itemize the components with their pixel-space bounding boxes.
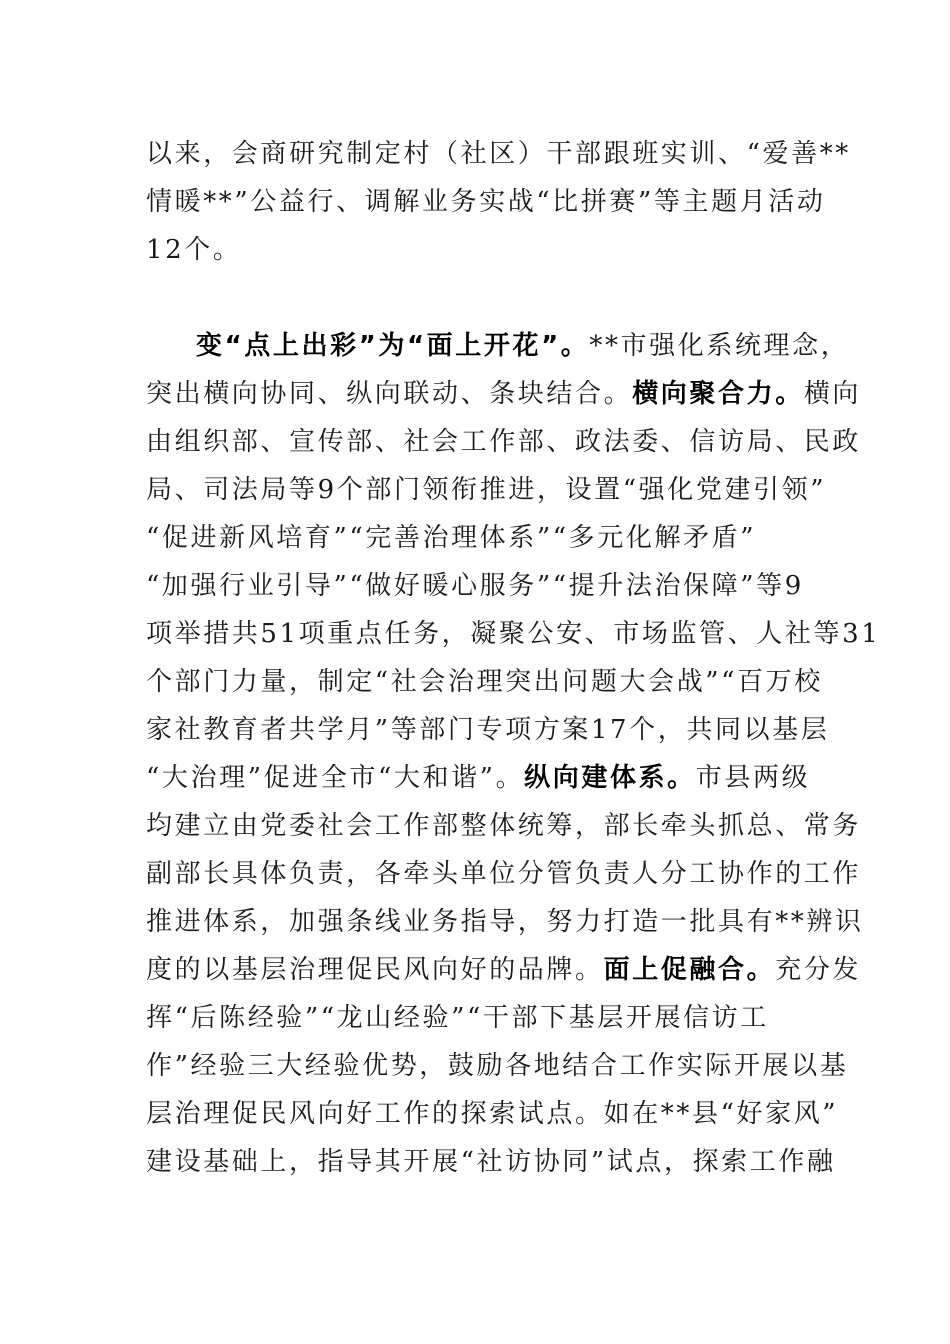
paragraph-1-line-1: 以来，会商研究制定村（社区）干部跟班实训、“爱善** <box>146 139 851 169</box>
paragraph-1-line-3: 12个。 <box>146 235 242 265</box>
paragraph-2-line-11: 均建立由党委社会工作部整体统筹，部长牵头抓总、常务 <box>146 811 862 841</box>
paragraph-2-line-12: 副部长具体负责，各牵头单位分管负责人分工协作的工作 <box>146 859 862 889</box>
subheading-horizontal: 横向聚合力。 <box>632 379 804 409</box>
paragraph-2-line-13: 推进体系，加强条线业务指导，努力打造一批具有**辨识 <box>146 907 864 937</box>
paragraph-2-line-2-rest: 横向 <box>803 379 862 409</box>
paragraph-2-line-1-text: **市强化系统理念， <box>589 331 850 361</box>
paragraph-2-line-10-text: “大治理”促进全市“大和谐”。 <box>146 763 525 793</box>
paragraph-2-line-15: 挥“后陈经验”“龙山经验”“干部下基层开展信访工 <box>146 1003 769 1033</box>
paragraph-1-line-2: 情暖**”公益行、调解业务实战“比拼赛”等主题月活动 <box>146 187 826 217</box>
paragraph-2-line-7: 项举措共51项重点任务，凝聚公安、市场监管、人社等31 <box>146 619 881 649</box>
paragraph-2-line-2-text: 突出横向协同、纵向联动、条块结合。 <box>146 379 633 409</box>
paragraph-2-line-18: 建设基础上，指导其开展“社访协同”试点，探索工作融 <box>146 1147 836 1177</box>
paragraph-2-line-14 <box>146 944 862 996</box>
paragraph-2-line-6: “加强行业引导”“做好暖心服务”“提升法治保障”等9 <box>146 571 804 601</box>
paragraph-2-line-2 <box>146 368 862 420</box>
paragraph-2-line-3: 由组织部、宣传部、社会工作部、政法委、信访局、民政 <box>146 427 862 457</box>
paragraph-2-line-8: 个部门力量，制定“社会治理突出问题大会战”“百万校 <box>146 667 823 697</box>
paragraph-2-line-14-text: 度的以基层治理促民风向好的品牌。 <box>146 955 604 985</box>
section-heading: 变“点上出彩”为“面上开花”。 <box>196 331 590 361</box>
paragraph-2-line-16: 作”经验三大经验优势，鼓励各地结合工作实际开展以基 <box>146 1051 849 1081</box>
subheading-surface: 面上促融合。 <box>603 955 776 985</box>
paragraph-2-line-9: 家社教育者共学月”等部门专项方案17个，共同以基层 <box>146 715 830 745</box>
paragraph-2-line-14-rest: 充分发 <box>775 955 862 985</box>
paragraph-2-line-4: 局、司法局等9个部门领衔推进，设置“强化党建引领” <box>146 475 827 505</box>
paragraph-2-line-17: 层治理促民风向好工作的探索试点。如在**县“好家风” <box>146 1099 839 1129</box>
paragraph-2-line-5: “促进新风培育”“完善治理体系”“多元化解矛盾” <box>146 523 757 553</box>
subheading-vertical: 纵向建体系。 <box>524 763 696 793</box>
paragraph-2-line-10-rest: 市县两级 <box>695 763 811 793</box>
paragraph-2-line-1 <box>196 320 850 372</box>
paragraph-2-line-10 <box>146 752 811 804</box>
